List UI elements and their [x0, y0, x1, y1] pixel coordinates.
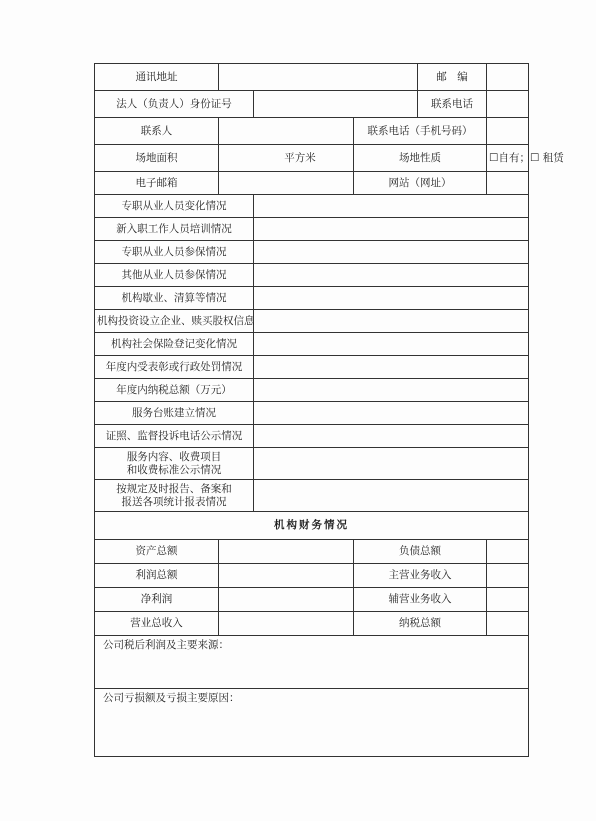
profit-source-row: [95, 636, 529, 689]
mobile-field[interactable]: [487, 118, 529, 145]
item-label: 机构歇业、清算等情况: [95, 287, 254, 310]
finance-label: 利润总额: [95, 564, 219, 588]
item-label: 专职从业人员变化情况: [95, 195, 254, 218]
item-row: [95, 287, 529, 310]
email-field[interactable]: [219, 172, 354, 195]
item-label: 其他从业人员参保情况: [95, 264, 254, 287]
item-label: 年度内受表彰或行政处罚情况: [95, 356, 254, 379]
finance-title: 机构财务情况: [95, 512, 529, 540]
item-field[interactable]: [254, 310, 529, 333]
item-label: 专职从业人员参保情况: [95, 241, 254, 264]
property-label: 场地性质: [354, 145, 487, 172]
phone-field[interactable]: [487, 91, 529, 118]
item-label-line: 和收费标准公示情况: [126, 463, 222, 476]
finance-title-row: [95, 512, 529, 540]
item-row: [95, 448, 529, 480]
item-field[interactable]: [254, 425, 529, 448]
item-label-line: 服务内容、收费项目: [126, 450, 222, 463]
item-row: [95, 425, 529, 448]
loss-reason-label: 公司亏损额及亏损主要原因：: [103, 692, 240, 704]
contact-person-field[interactable]: [219, 118, 354, 145]
area-label: 场地面积: [95, 145, 219, 172]
item-row: [95, 356, 529, 379]
item-row: [95, 310, 529, 333]
item-label-line: 按规定及时报告、备案和: [116, 482, 232, 495]
finance-row: [95, 588, 529, 612]
item-label: 机构投资设立企业、赎买股权信息: [95, 310, 254, 333]
item-row: [95, 480, 529, 512]
profit-source-field[interactable]: [95, 636, 529, 689]
finance-label: 负债总额: [354, 540, 487, 564]
row-area: [95, 145, 529, 172]
item-field[interactable]: [254, 241, 529, 264]
item-row: [95, 195, 529, 218]
item-field[interactable]: [254, 356, 529, 379]
item-label: 年度内纳税总额（万元）: [95, 379, 254, 402]
item-label: [95, 480, 254, 512]
item-field[interactable]: [254, 333, 529, 356]
item-label: 新入职工作人员培训情况: [95, 218, 254, 241]
website-field[interactable]: [487, 172, 529, 195]
phone-label: 联系电话: [418, 91, 487, 118]
item-field[interactable]: [254, 218, 529, 241]
item-field[interactable]: [254, 480, 529, 512]
finance-row: [95, 564, 529, 588]
area-unit[interactable]: 平方米: [219, 145, 354, 172]
item-field[interactable]: [254, 264, 529, 287]
address-label: 通讯地址: [95, 64, 219, 91]
property-options[interactable]: ☐自有；☐ 租赁: [487, 145, 529, 172]
website-label: 网站（网址）: [354, 172, 487, 195]
item-field[interactable]: [254, 448, 529, 480]
finance-label: 净利润: [95, 588, 219, 612]
finance-field[interactable]: [487, 540, 529, 564]
item-row: [95, 218, 529, 241]
finance-field[interactable]: [219, 588, 354, 612]
row-email: [95, 172, 529, 195]
legal-id-label: 法人（负责人）身份证号: [95, 91, 254, 118]
item-label: 机构社会保险登记变化情况: [95, 333, 254, 356]
item-row: [95, 333, 529, 356]
finance-field[interactable]: [487, 612, 529, 636]
item-row: [95, 264, 529, 287]
item-field[interactable]: [254, 402, 529, 425]
finance-label: 营业总收入: [95, 612, 219, 636]
finance-label: 辅营业务收入: [354, 588, 487, 612]
annual-report-form: [94, 63, 564, 757]
finance-field[interactable]: [487, 588, 529, 612]
legal-id-field[interactable]: [254, 91, 418, 118]
finance-row: [95, 540, 529, 564]
row-legal-id: [95, 91, 529, 118]
item-row: [95, 379, 529, 402]
finance-row: [95, 612, 529, 636]
email-label: 电子邮箱: [95, 172, 219, 195]
finance-field[interactable]: [219, 540, 354, 564]
finance-label: 主营业务收入: [354, 564, 487, 588]
item-field[interactable]: [254, 195, 529, 218]
item-label: 证照、监督投诉电话公示情况: [95, 425, 254, 448]
loss-reason-row: [95, 689, 529, 757]
finance-label: 资产总额: [95, 540, 219, 564]
row-address: [95, 64, 529, 91]
item-row: [95, 241, 529, 264]
row-contact-person: [95, 118, 529, 145]
item-label: [95, 448, 254, 480]
postcode-label: 邮 编: [418, 64, 487, 91]
item-field[interactable]: [254, 379, 529, 402]
profit-source-label: 公司税后利润及主要来源：: [103, 639, 229, 651]
loss-reason-field[interactable]: [95, 689, 529, 757]
item-label: 服务台账建立情况: [95, 402, 254, 425]
address-field[interactable]: [219, 64, 418, 91]
mobile-label: 联系电话（手机号码）: [354, 118, 487, 145]
item-row: [95, 402, 529, 425]
item-label-line: 报送各项统计报表情况: [121, 495, 227, 508]
contact-person-label: 联系人: [95, 118, 219, 145]
finance-field[interactable]: [219, 564, 354, 588]
finance-label: 纳税总额: [354, 612, 487, 636]
finance-field[interactable]: [487, 564, 529, 588]
item-field[interactable]: [254, 287, 529, 310]
postcode-field[interactable]: [487, 64, 529, 91]
finance-field[interactable]: [219, 612, 354, 636]
